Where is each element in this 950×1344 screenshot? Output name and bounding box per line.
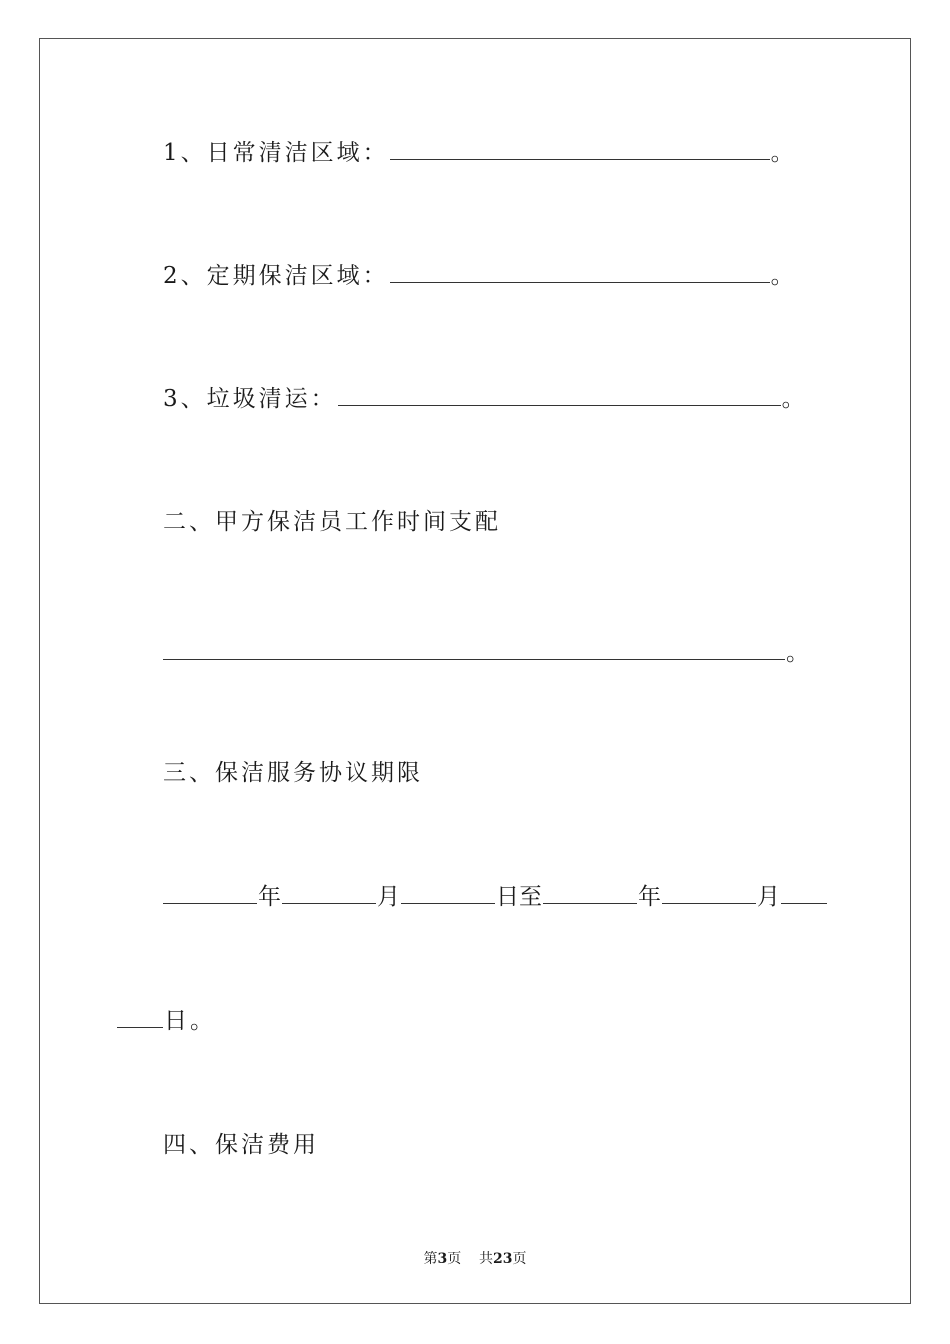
section-heading: 二、甲方保洁员工作时间支配 <box>163 509 501 535</box>
section-heading: 三、保洁服务协议期限 <box>163 760 423 786</box>
page-suffix: 页 <box>447 1251 462 1267</box>
item-label: 1、日常清洁区域： <box>163 140 389 166</box>
month-label: 月 <box>757 884 780 910</box>
month-blank-end[interactable] <box>662 885 756 904</box>
total-pages: 23 <box>493 1251 513 1267</box>
item-garbage <box>163 384 808 414</box>
total-prefix: 共 <box>479 1251 494 1267</box>
work-time-line <box>163 638 812 668</box>
line-end: 。 <box>786 640 812 666</box>
month-blank-start[interactable] <box>282 885 376 904</box>
term-date-line-cont <box>117 1006 216 1036</box>
item-label: 3、垃圾清运： <box>163 386 337 412</box>
day-blank-end-part1[interactable] <box>781 885 827 904</box>
day-to-label: 日至 <box>496 884 542 910</box>
year-blank-start[interactable] <box>163 885 257 904</box>
item-end: 。 <box>770 263 797 289</box>
page-number: 3 <box>437 1251 448 1267</box>
day-blank-start[interactable] <box>401 885 495 904</box>
section-heading-work-time <box>163 507 501 537</box>
total-suffix: 页 <box>512 1251 527 1267</box>
section-heading-term <box>163 758 423 788</box>
item-periodic-cleaning <box>163 261 797 291</box>
item-label: 2、定期保洁区域： <box>163 263 389 289</box>
page-frame <box>39 38 911 1304</box>
section-heading-fee <box>163 1130 319 1160</box>
year-label: 年 <box>258 884 281 910</box>
section-heading: 四、保洁费用 <box>163 1132 319 1158</box>
fill-blank[interactable] <box>338 387 781 406</box>
fill-blank[interactable] <box>390 264 770 283</box>
day-blank-end-part2[interactable] <box>117 1009 163 1028</box>
item-end: 。 <box>781 386 808 412</box>
page-footer <box>0 1248 950 1268</box>
fill-blank[interactable] <box>163 641 785 660</box>
page-prefix: 第 <box>423 1251 438 1267</box>
term-date-line <box>163 882 828 912</box>
item-daily-cleaning <box>163 138 797 168</box>
month-label: 月 <box>377 884 400 910</box>
year-label: 年 <box>638 884 661 910</box>
year-blank-end[interactable] <box>543 885 637 904</box>
fill-blank[interactable] <box>390 141 770 160</box>
day-end-label: 日。 <box>164 1008 216 1034</box>
item-end: 。 <box>770 140 797 166</box>
